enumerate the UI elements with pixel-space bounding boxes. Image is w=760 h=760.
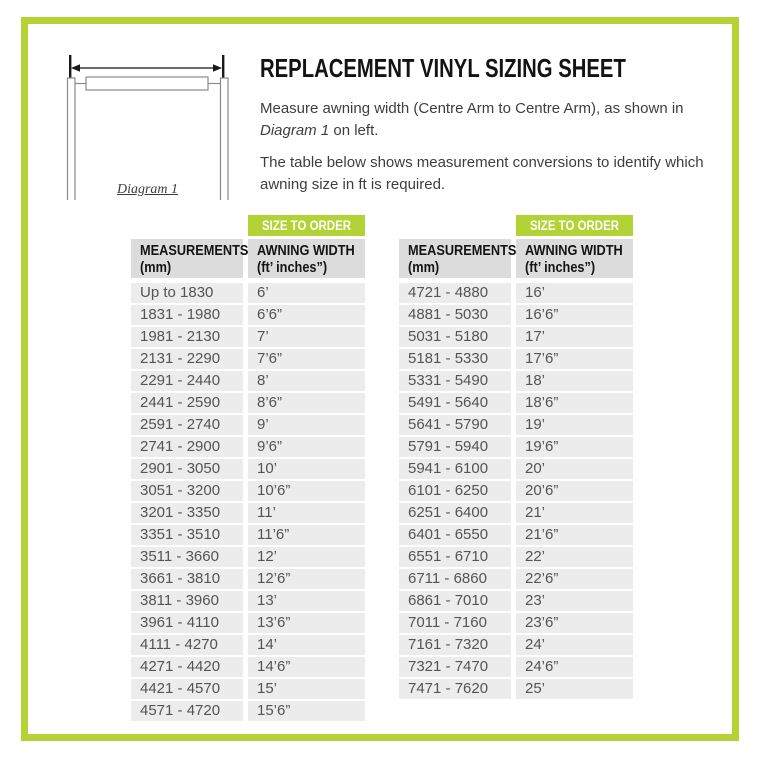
table-row [399, 547, 633, 567]
measurement-mm-cell: 1831 - 1980 [131, 305, 243, 325]
table-row [399, 349, 633, 369]
awning-width-cell: 17’ [516, 327, 633, 347]
table-row [131, 393, 365, 413]
measurement-mm-cell: 6711 - 6860 [399, 569, 511, 589]
measurement-mm-cell: 4571 - 4720 [131, 701, 243, 721]
awning-width-cell: 16’6” [516, 305, 633, 325]
measurement-mm-cell: 3811 - 3960 [131, 591, 243, 611]
intro-diagram-ref: Diagram 1 [260, 122, 330, 139]
table-row [131, 481, 365, 501]
measurement-mm-cell: 7321 - 7470 [399, 657, 511, 677]
intro-line-1: Measure awning width (Centre Arm to Centre Arm), as shown in [260, 100, 684, 117]
awning-width-cell: 12’ [248, 547, 365, 567]
table-row [399, 679, 633, 699]
measurement-mm-cell: 4271 - 4420 [131, 657, 243, 677]
awning-width-cell: 15’ [248, 679, 365, 699]
table-row [399, 393, 633, 413]
table-row [131, 305, 365, 325]
table-header-row [399, 239, 633, 278]
table-header-row [131, 239, 365, 278]
table-row [399, 305, 633, 325]
table-row [131, 327, 365, 347]
awning-width-cell: 19’6” [516, 437, 633, 457]
awning-width-cell: 25’ [516, 679, 633, 699]
table-row [399, 437, 633, 457]
measurement-mm-cell: 7161 - 7320 [399, 635, 511, 655]
measurement-mm-cell: 3201 - 3350 [131, 503, 243, 523]
table-row [399, 327, 633, 347]
column-header-measurements: MEASUREMENTS (mm) [399, 239, 511, 278]
table-row [399, 459, 633, 479]
measurement-mm-cell: 2131 - 2290 [131, 349, 243, 369]
measurement-mm-cell: 2901 - 3050 [131, 459, 243, 479]
table-row [131, 657, 365, 677]
measurement-mm-cell: 4881 - 5030 [399, 305, 511, 325]
measurement-mm-cell: 2291 - 2440 [131, 371, 243, 391]
table-rows [131, 283, 365, 721]
measurement-mm-cell: 5181 - 5330 [399, 349, 511, 369]
awning-width-cell: 7’ [248, 327, 365, 347]
measurement-mm-cell: 3661 - 3810 [131, 569, 243, 589]
size-to-order-badge [248, 215, 365, 236]
measurement-mm-cell: 4721 - 4880 [399, 283, 511, 303]
awning-width-cell: 13’6” [248, 613, 365, 633]
measurement-mm-cell: 2741 - 2900 [131, 437, 243, 457]
table-rows [399, 283, 633, 699]
table-row [131, 635, 365, 655]
measurement-mm-cell: 3961 - 4110 [131, 613, 243, 633]
measurement-mm-cell: 3051 - 3200 [131, 481, 243, 501]
measurement-mm-cell: 6251 - 6400 [399, 503, 511, 523]
awning-width-cell: 6’ [248, 283, 365, 303]
size-table-left [131, 215, 365, 723]
awning-width-cell: 14’ [248, 635, 365, 655]
table-row [399, 481, 633, 501]
awning-width-cell: 10’6” [248, 481, 365, 501]
measurement-mm-cell: 7011 - 7160 [399, 613, 511, 633]
awning-width-cell: 24’6” [516, 657, 633, 677]
awning-width-cell: 20’ [516, 459, 633, 479]
page-title: REPLACEMENT VINYL SIZING SHEET [260, 53, 626, 83]
table-row [131, 701, 365, 721]
table-row [399, 415, 633, 435]
awning-width-cell: 23’ [516, 591, 633, 611]
column-header-measurements: MEASUREMENTS (mm) [131, 239, 243, 278]
note-line-1: The table below shows measurement conversions to identify which [260, 154, 704, 171]
measurement-mm-cell: Up to 1830 [131, 283, 243, 303]
table-row [131, 371, 365, 391]
measurement-mm-cell: 5941 - 6100 [399, 459, 511, 479]
awning-width-cell: 18’6” [516, 393, 633, 413]
table-row [131, 547, 365, 567]
table-row [131, 349, 365, 369]
awning-width-cell: 6’6” [248, 305, 365, 325]
awning-width-cell: 17’6” [516, 349, 633, 369]
table-row [131, 459, 365, 479]
table-row [131, 591, 365, 611]
table-row [399, 503, 633, 523]
measurement-mm-cell: 3511 - 3660 [131, 547, 243, 567]
awning-width-cell: 12’6” [248, 569, 365, 589]
size-table-right [399, 215, 633, 701]
column-header-awning-width: AWNING WIDTH (ft’ inches”) [516, 239, 633, 278]
awning-diagram [60, 50, 240, 210]
awning-width-cell: 8’6” [248, 393, 365, 413]
measurement-mm-cell: 2591 - 2740 [131, 415, 243, 435]
size-to-order-label: SIZE TO ORDER [529, 218, 620, 233]
table-row [399, 657, 633, 677]
table-row [131, 283, 365, 303]
table-row [399, 371, 633, 391]
awning-width-cell: 11’ [248, 503, 365, 523]
table-row [131, 437, 365, 457]
measurement-mm-cell: 7471 - 7620 [399, 679, 511, 699]
table-row [131, 415, 365, 435]
intro-line-2: on left. [329, 122, 379, 139]
intro-text [260, 98, 720, 142]
awning-width-cell: 14’6” [248, 657, 365, 677]
measurement-mm-cell: 5491 - 5640 [399, 393, 511, 413]
awning-width-diagram-icon [60, 50, 240, 200]
awning-width-cell: 23’6” [516, 613, 633, 633]
table-row [131, 569, 365, 589]
diagram-caption: Diagram 1 [116, 182, 179, 197]
measurement-mm-cell: 2441 - 2590 [131, 393, 243, 413]
table-row [131, 613, 365, 633]
awning-width-cell: 8’ [248, 371, 365, 391]
awning-width-cell: 22’ [516, 547, 633, 567]
awning-width-cell: 24’ [516, 635, 633, 655]
table-row [399, 613, 633, 633]
measurement-mm-cell: 1981 - 2130 [131, 327, 243, 347]
awning-width-cell: 10’ [248, 459, 365, 479]
measurement-mm-cell: 3351 - 3510 [131, 525, 243, 545]
awning-width-cell: 22’6” [516, 569, 633, 589]
table-row [131, 525, 365, 545]
measurement-mm-cell: 4421 - 4570 [131, 679, 243, 699]
table-row [399, 635, 633, 655]
measurement-mm-cell: 5331 - 5490 [399, 371, 511, 391]
measurement-mm-cell: 6861 - 7010 [399, 591, 511, 611]
size-to-order-label: SIZE TO ORDER [261, 218, 352, 233]
measurement-mm-cell: 6101 - 6250 [399, 481, 511, 501]
table-row [399, 283, 633, 303]
awning-width-cell: 20’6” [516, 481, 633, 501]
table-row [399, 525, 633, 545]
awning-width-cell: 11’6” [248, 525, 365, 545]
awning-width-cell: 16’ [516, 283, 633, 303]
awning-width-cell: 18’ [516, 371, 633, 391]
measurement-mm-cell: 6551 - 6710 [399, 547, 511, 567]
size-to-order-badge [516, 215, 633, 236]
table-row [131, 679, 365, 699]
table-row [399, 569, 633, 589]
awning-width-cell: 21’6” [516, 525, 633, 545]
awning-width-cell: 9’ [248, 415, 365, 435]
measurement-mm-cell: 5031 - 5180 [399, 327, 511, 347]
table-row [399, 591, 633, 611]
awning-width-cell: 9’6” [248, 437, 365, 457]
awning-width-cell: 7’6” [248, 349, 365, 369]
awning-width-cell: 21’ [516, 503, 633, 523]
note-text [260, 152, 720, 196]
awning-width-cell: 15’6” [248, 701, 365, 721]
table-row [131, 503, 365, 523]
awning-width-cell: 13’ [248, 591, 365, 611]
awning-width-cell: 19’ [516, 415, 633, 435]
note-line-2: awning size in ft is required. [260, 176, 446, 193]
column-header-awning-width: AWNING WIDTH (ft’ inches”) [248, 239, 365, 278]
measurement-mm-cell: 6401 - 6550 [399, 525, 511, 545]
measurement-mm-cell: 5791 - 5940 [399, 437, 511, 457]
measurement-mm-cell: 5641 - 5790 [399, 415, 511, 435]
measurement-mm-cell: 4111 - 4270 [131, 635, 243, 655]
